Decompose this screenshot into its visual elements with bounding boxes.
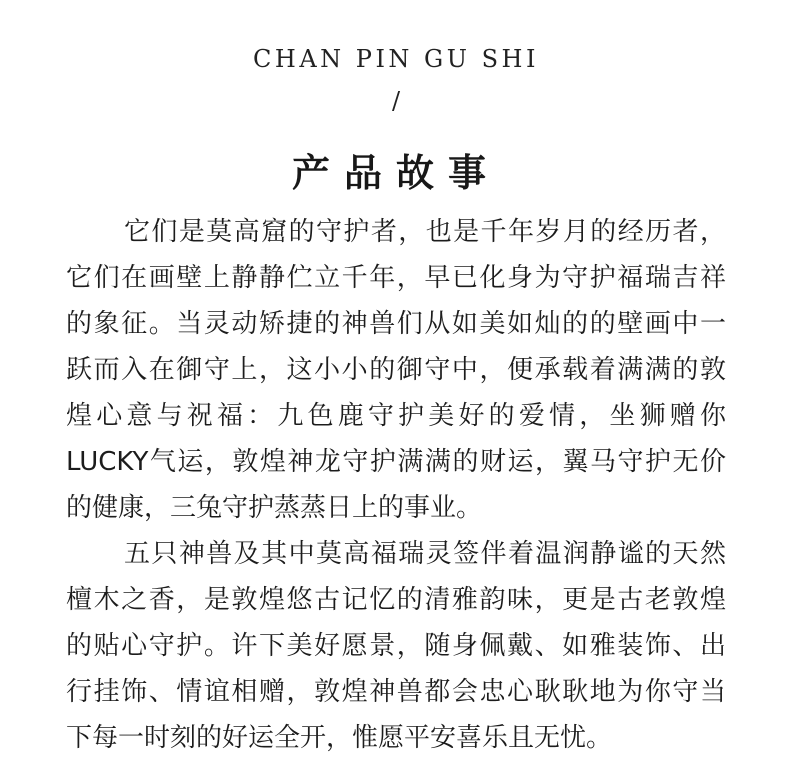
product-story-paragraph-two bbox=[66, 531, 726, 761]
paragraph-two-line: 行挂饰、情谊相赠，敦煌神兽都会忠心耿耿地为你守当 bbox=[66, 677, 726, 707]
paragraph-two-line: 的贴心守护。许下美好愿景，随身佩戴、如雅装饰、出 bbox=[66, 631, 726, 661]
paragraph-one-line: 的健康，三兔守护蒸蒸日上的事业。 bbox=[66, 493, 483, 523]
heading-divider: / bbox=[391, 87, 401, 115]
paragraph-two-line: 檀木之香，是敦煌悠古记忆的清雅韵味，更是古老敦煌 bbox=[66, 585, 726, 615]
paragraph-one-line: 它们是莫高窟的守护者，也是千年岁月的经历者， bbox=[124, 217, 726, 247]
paragraph-one-line: 跃而入在御守上，这小小的御守中，便承载着满满的敦 bbox=[66, 355, 726, 385]
paragraph-one-line: 煌心意与祝福：九色鹿守护美好的爱情，坐狮赠你 bbox=[66, 401, 726, 431]
product-story-paragraph-one bbox=[66, 209, 726, 531]
paragraph-one-line: LUCKY气运，敦煌神龙守护满满的财运，翼马守护无价 bbox=[66, 447, 726, 477]
paragraph-two-line: 五只神兽及其中莫高福瑞灵签伴着温润静谧的天然 bbox=[124, 539, 726, 569]
paragraph-two-line: 下每一时刻的好运全开，惟愿平安喜乐且无忧。 bbox=[66, 723, 613, 753]
latin-section-heading: CHAN PIN GU SHI bbox=[253, 45, 539, 73]
product-story-body bbox=[66, 209, 726, 761]
paragraph-one-line: 它们在画壁上静静伫立千年，早已化身为守护福瑞吉祥 bbox=[66, 263, 726, 293]
page-title: 产品故事 bbox=[291, 150, 500, 196]
paragraph-one-line: 的象征。当灵动矫捷的神兽们从如美如灿的的壁画中一 bbox=[66, 309, 726, 339]
